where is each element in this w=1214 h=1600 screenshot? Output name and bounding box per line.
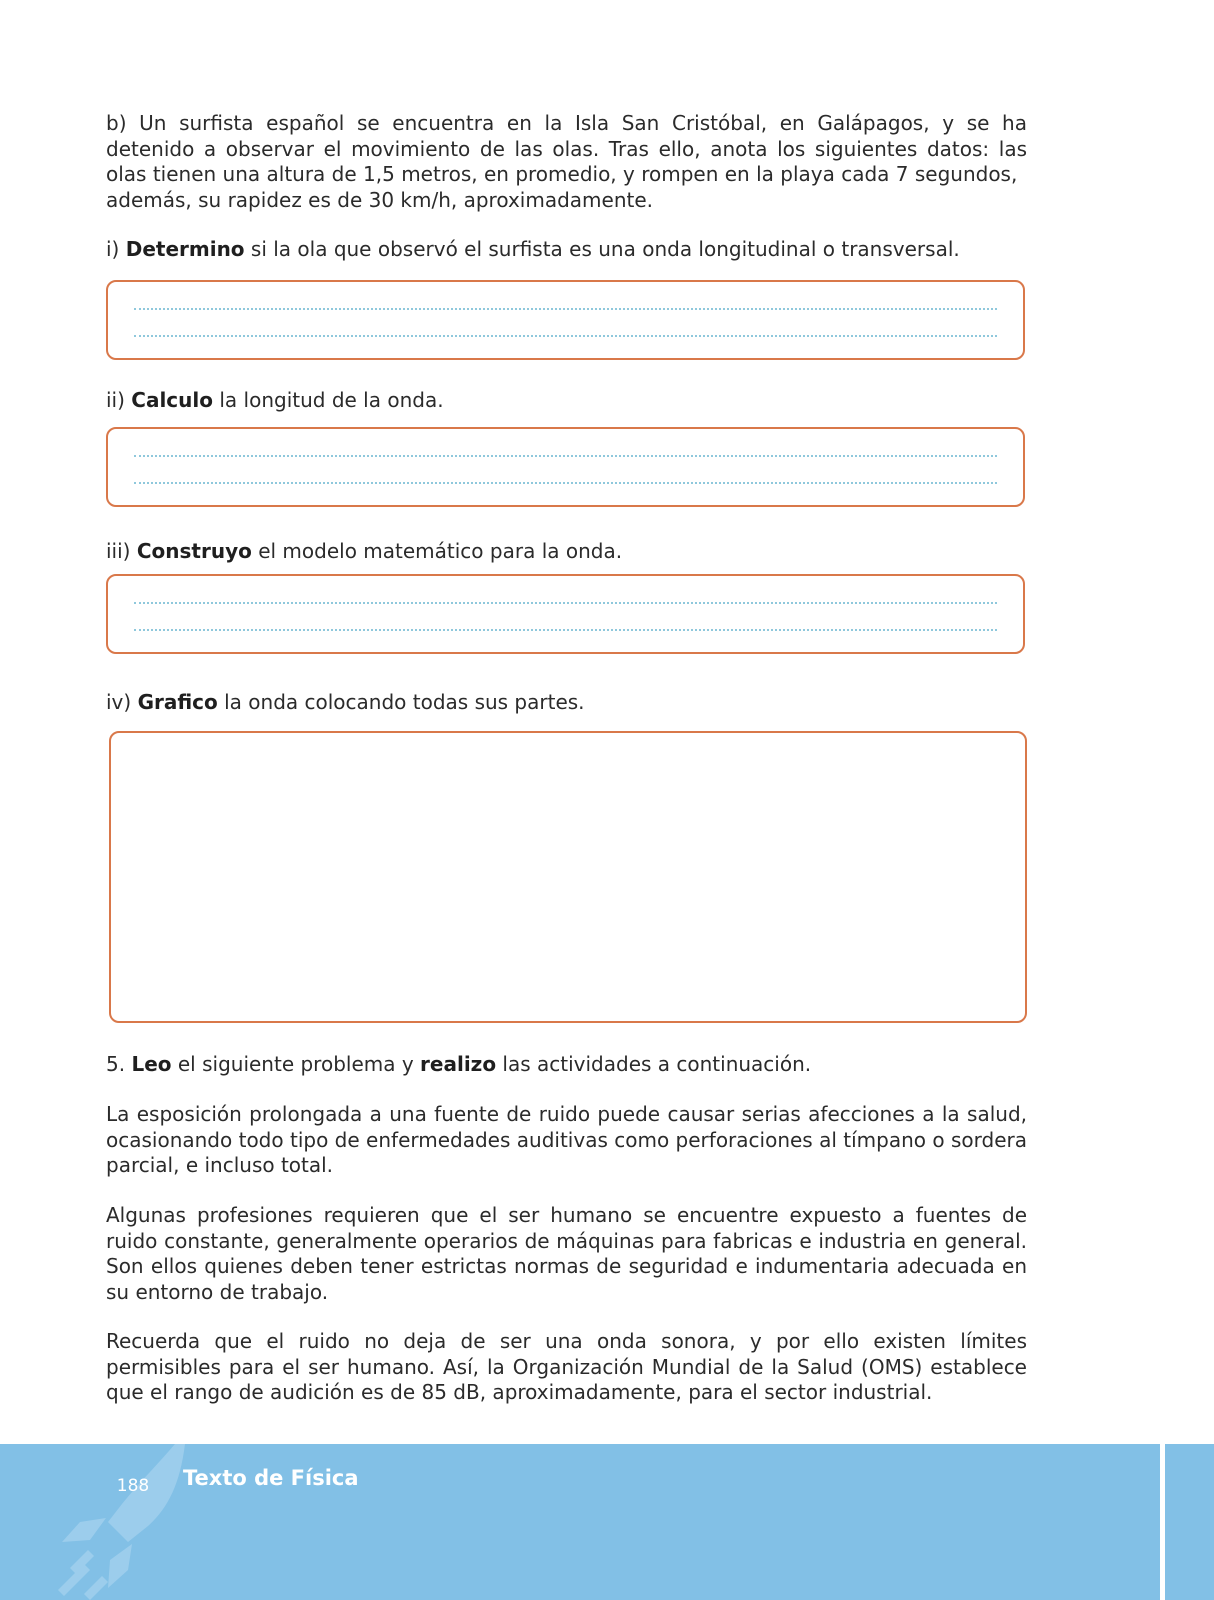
question-i [106,236,1027,262]
question-text: si la ola que observó el surfista es una onda longitudinal o transversal. [244,237,960,261]
answer-line [134,602,997,604]
question-verb: Grafico [137,690,218,714]
question-ii [106,387,1027,413]
question-text: el modelo matemático para la onda. [251,539,623,563]
answer-line [134,308,997,310]
question-verb: Construyo [136,539,252,563]
problem-verb: Leo [131,1052,172,1076]
question-prefix: ii) [106,388,132,412]
footer-divider [1160,1444,1165,1600]
answer-box-iii[interactable] [106,574,1025,654]
paragraph-professions: Algunas profesiones requieren que el ser humano se encuentre expuesto a fuentes de ruido constante, generalmente operarios de máquinas para fabricas e industria en general. Son ellos quienes deben tener estrictas normas de seguridad e indumentaria adecuada en su entorno de trabajo. [106,1203,1027,1304]
question-iii [106,538,1027,564]
answer-line [134,335,997,337]
answer-box-i[interactable] [106,280,1025,360]
question-prefix: iii) [106,539,137,563]
answer-line [134,482,997,484]
problem-verb: realizo [420,1052,497,1076]
question-text: la onda colocando todas sus partes. [217,690,585,714]
problem-text: el siguiente problema y [171,1052,421,1076]
intro-text-end: además, su rapidez es de 30 km/h, aproximadamente. [106,187,654,212]
drawing-box-iv[interactable] [109,731,1027,1023]
question-text: la longitud de la onda. [213,388,444,412]
footer-title: Texto de Física [183,1466,359,1490]
question-prefix: i) [106,237,126,261]
question-iv [106,689,1027,715]
page-footer [0,1444,1214,1600]
question-prefix: iv) [106,690,138,714]
question-verb: Calculo [131,388,213,412]
intro-text: b) Un surfista español se encuentra en la Isla San Cristóbal, en Galápagos, y se ha detenido a observar el movimiento de las olas. Tras ello, anota los siguientes datos: las olas tienen una altura de 1,5 metros, en promedio, y rompen en la playa cada 7 segundos, [106,111,1027,186]
problem-5-heading [106,1051,1027,1077]
paragraph-oms-limits: Recuerda que el ruido no deja de ser una onda sonora, y por ello existen límites permisibles para el ser humano. Así, la Organización Mundial de la Salud (OMS) establece que el rango de audición es de 85 dB, aproximadamente, para el sector industrial. [106,1329,1027,1404]
answer-line [134,629,997,631]
rocket-icon [40,1444,190,1600]
page-number: 188 [116,1476,150,1496]
answer-box-ii[interactable] [106,427,1025,507]
problem-number: 5. [106,1052,132,1076]
problem-text: las actividades a continuación. [496,1052,812,1076]
answer-line [134,455,997,457]
question-verb: Determino [125,237,245,261]
paragraph-noise-health: La esposición prolongada a una fuente de ruido puede causar serias afecciones a la salud, ocasionando todo tipo de enfermedades auditivas como perforaciones al tímpano o sordera parcial, e incluso total. [106,1102,1027,1177]
intro-paragraph [106,111,1027,213]
